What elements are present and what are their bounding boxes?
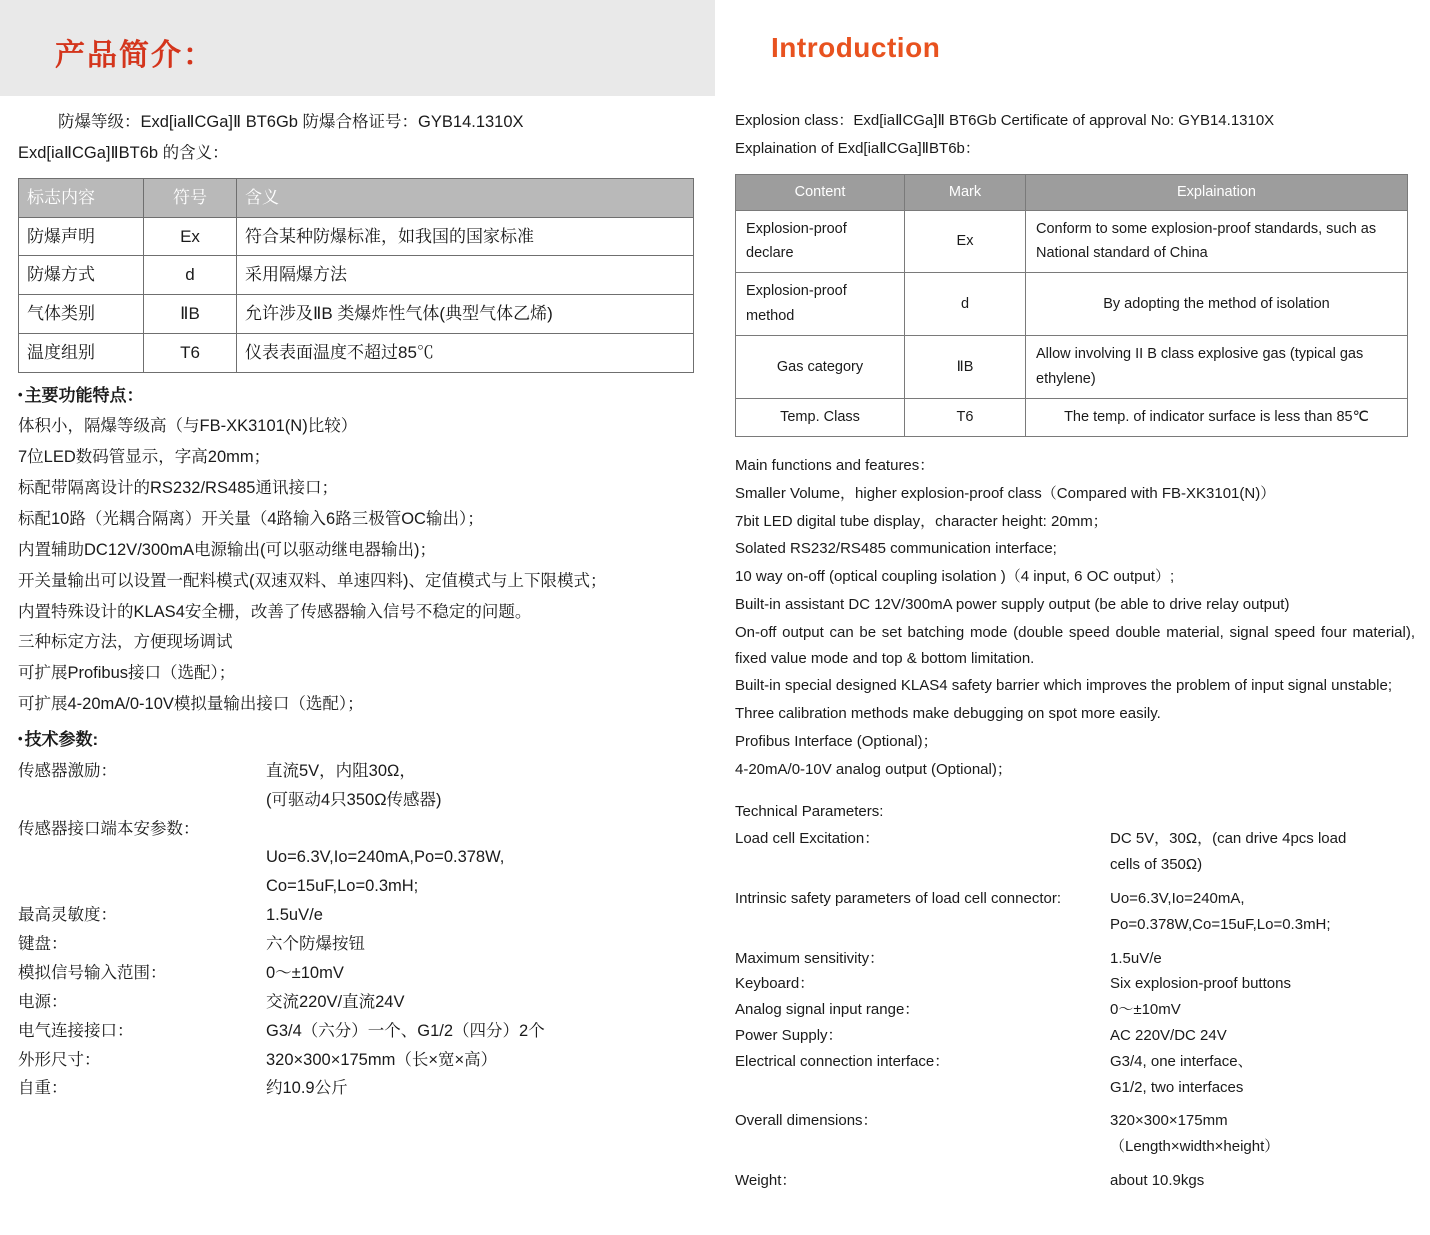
- feature-item: Profibus Interface (Optional)；: [735, 733, 938, 751]
- spec-value: 0～±10mV: [1110, 1001, 1181, 1019]
- spec-label: 自重：: [18, 1079, 68, 1098]
- feature-item: 体积小，隔爆等级高（与FB-XK3101(N)比较）: [18, 417, 358, 436]
- spec-spacer: [735, 1160, 1415, 1168]
- tech-heading-english: Technical Parameters:: [735, 802, 884, 820]
- spec-value: AC 220V/DC 24V: [1110, 1027, 1227, 1045]
- table-row: [736, 210, 1408, 273]
- cell-explanation: 仪表表面温度不超过85℃: [237, 333, 694, 372]
- right-column: [735, 108, 1415, 1194]
- spec-value-continued: （Length×width×height）: [1110, 1138, 1280, 1156]
- cell-content: Explosion-proof declare: [736, 210, 905, 273]
- spec-value-continued: Po=0.378W,Co=15uF,Lo=0.3mH;: [1110, 915, 1331, 933]
- bullet-dot-icon: •: [18, 731, 23, 746]
- cell-content: 防爆声明: [19, 217, 144, 256]
- bullet-dot-icon: •: [18, 386, 23, 402]
- spec-value: 六个防爆按钮: [266, 935, 365, 953]
- table-header-row: [736, 174, 1408, 210]
- spec-value: G3/4, one interface、: [1110, 1052, 1253, 1070]
- spec-value: DC 5V，30Ω，(can drive 4pcs load: [1110, 830, 1347, 848]
- page-title-english: Introduction: [771, 32, 941, 63]
- spec-value: 交流220V/直流24V: [266, 992, 405, 1011]
- spec-value-continued: Co=15uF,Lo=0.3mH;: [266, 877, 419, 896]
- cell-mark: Ex: [144, 217, 237, 256]
- cell-mark: ⅡB: [144, 295, 237, 334]
- spec-label: Analog signal input range：: [735, 1001, 920, 1019]
- spec-row: [18, 959, 694, 988]
- spec-label: 最高灵敏度：: [18, 906, 117, 925]
- spec-row: [18, 901, 694, 930]
- feature-item: Smaller Volume，higher explosion-proof class（Compared with FB-XK3101(N)）: [735, 484, 1276, 502]
- spec-spacer: [735, 878, 1415, 886]
- spec-label: Keyboard：: [735, 975, 815, 993]
- features-heading-english: Main functions and features：: [735, 457, 935, 475]
- cell-content: Gas category: [736, 336, 905, 399]
- cell-content: Explosion-proof method: [736, 273, 905, 336]
- cell-explanation: 符合某种防爆标准，如我国的国家标准: [237, 217, 694, 256]
- spec-label: Maximum sensitivity：: [735, 949, 885, 967]
- left-intro-line-2: Exd[iaⅡCGa]ⅡBT6b 的含义：: [18, 143, 229, 162]
- spec-row: [735, 971, 1415, 997]
- spec-value-continued: (可驱动4只350Ω传感器): [266, 790, 442, 809]
- cell-explanation: Conform to some explosion-proof standards, such as National standard of China: [1026, 210, 1408, 273]
- spec-label: 键盘：: [18, 935, 68, 953]
- spec-label: Weight：: [735, 1172, 797, 1190]
- feature-item: 7bit LED digital tube display，character height: 20mm；: [735, 512, 1108, 530]
- cell-content: 温度组别: [19, 333, 144, 372]
- spec-row: [18, 1017, 694, 1046]
- spec-row: [735, 997, 1415, 1023]
- spec-label: Power Supply：: [735, 1027, 843, 1045]
- spec-value-continued: Uo=6.3V,Io=240mA,Po=0.378W,: [266, 848, 505, 867]
- spec-row: [18, 1074, 694, 1103]
- spec-value: 1.5uV/e: [1110, 949, 1162, 967]
- feature-item: On-off output can be set batching mode (double speed double material, signal speed four material), fixed value mode and top & bottom limitation.: [735, 623, 1415, 667]
- feature-item: 内置特殊设计的KLAS4安全栅，改善了传感器输入信号不稳定的问题。: [18, 602, 532, 621]
- spec-label: Load cell Excitation：: [735, 830, 880, 848]
- spec-value: 1.5uV/e: [266, 906, 323, 925]
- spec-value: 320×300×175mm（长×宽×高）: [266, 1050, 498, 1069]
- tech-heading-chinese: [18, 725, 694, 755]
- spec-row: [735, 826, 1415, 852]
- spec-label: 外形尺寸：: [18, 1050, 101, 1069]
- feature-item: 三种标定方法，方便现场调试: [18, 633, 233, 652]
- features-heading-chinese: [18, 381, 694, 411]
- column-header-explanation: 含义: [237, 178, 694, 217]
- spec-value: 约10.9公斤: [266, 1079, 348, 1098]
- spec-value: 直流5V，内阻30Ω，: [266, 761, 416, 780]
- feature-item: 可扩展Profibus接口（选配）；: [18, 664, 236, 683]
- table-header-row: [19, 178, 694, 217]
- cell-mark: d: [144, 256, 237, 295]
- spec-row: [735, 1049, 1415, 1075]
- spec-value: 0～±10mV: [266, 963, 344, 982]
- spec-label: Intrinsic safety parameters of load cell connector:: [735, 890, 1061, 908]
- feature-item: 4-20mA/0-10V analog output (Optional)；: [735, 760, 1012, 778]
- cell-explanation: 采用隔爆方法: [237, 256, 694, 295]
- feature-item: 标配带隔离设计的RS232/RS485通讯接口；: [18, 479, 338, 497]
- feature-item: Solated RS232/RS485 communication interface;: [735, 540, 1057, 558]
- page-title-chinese: 产品简介：: [55, 39, 215, 72]
- table-row: [736, 273, 1408, 336]
- spec-row: [18, 815, 694, 844]
- cell-mark: d: [905, 273, 1026, 336]
- spec-value: Six explosion-proof buttons: [1110, 975, 1291, 993]
- column-header-mark: 符号: [144, 178, 237, 217]
- feature-item: 标配10路（光耦合隔离）开关量（4路输入6路三极管OC输出）；: [18, 509, 484, 528]
- spec-row: [18, 988, 694, 1017]
- left-column: [18, 108, 694, 1103]
- table-row: [19, 295, 694, 334]
- cell-content: 防爆方式: [19, 256, 144, 295]
- column-header-content: 标志内容: [19, 178, 144, 217]
- features-heading-label: 主要功能特点：: [24, 385, 144, 405]
- cell-mark: T6: [905, 399, 1026, 437]
- spec-label: 模拟信号输入范围：: [18, 963, 167, 982]
- feature-item: 10 way on-off (optical coupling isolation )（4 input, 6 OC output）;: [735, 568, 1175, 586]
- feature-item: Built-in assistant DC 12V/300mA power supply output (be able to drive relay output): [735, 596, 1290, 614]
- cell-content: 气体类别: [19, 295, 144, 334]
- column-header-content: Content: [736, 174, 905, 210]
- spec-value-continued: G1/2, two interfaces: [1110, 1078, 1244, 1096]
- column-header-mark: Mark: [905, 174, 1026, 210]
- spec-label: 传感器接口端本安参数：: [18, 819, 200, 838]
- table-row: [19, 333, 694, 372]
- section-spacer: [735, 785, 1415, 799]
- table-row: [19, 256, 694, 295]
- spec-row: [18, 930, 694, 959]
- spec-row: [18, 1046, 694, 1075]
- feature-item: Three calibration methods make debugging on spot more easily.: [735, 705, 1161, 723]
- cell-explanation: The temp. of indicator surface is less than 85℃: [1026, 399, 1408, 437]
- spec-row: [735, 1108, 1415, 1134]
- cell-explanation: 允许涉及ⅡB 类爆炸性气体(典型气体乙烯): [237, 295, 694, 334]
- spec-label: 电源：: [18, 992, 68, 1011]
- table-row: [19, 217, 694, 256]
- spec-spacer: [735, 1100, 1415, 1108]
- right-intro-line-2: Explaination of Exd[iaⅡCGa]ⅡBT6b：: [735, 139, 980, 157]
- spec-label: Overall dimensions：: [735, 1112, 878, 1130]
- spec-value: about 10.9kgs: [1110, 1172, 1205, 1190]
- spec-label: 电气连接接口：: [18, 1021, 134, 1040]
- spec-row: [735, 1023, 1415, 1049]
- feature-item: Built-in special designed KLAS4 safety barrier which improves the problem of input signal unstable;: [735, 677, 1393, 695]
- spec-value-continued: cells of 350Ω): [1110, 856, 1203, 874]
- table-row: [736, 399, 1408, 437]
- spec-row: [735, 886, 1415, 912]
- right-intro-line-1: Explosion class：Exd[iaⅡCGa]Ⅱ BT6Gb Certificate of approval No: GYB14.1310X: [735, 112, 1275, 129]
- tech-heading-label: 技术参数:: [24, 730, 99, 749]
- spec-label: Electrical connection interface：: [735, 1052, 950, 1070]
- cell-mark: T6: [144, 333, 237, 372]
- cell-content: Temp. Class: [736, 399, 905, 437]
- spec-row: [735, 1168, 1415, 1194]
- spec-spacer: [735, 938, 1415, 946]
- table-row: [736, 336, 1408, 399]
- spec-row: [18, 757, 694, 786]
- cell-mark: ⅡB: [905, 336, 1026, 399]
- cell-explanation: Allow involving II B class explosive gas (typical gas ethylene): [1026, 336, 1408, 399]
- column-header-explanation: Explaination: [1026, 174, 1408, 210]
- left-intro-line-1: 防爆等级：Exd[iaⅡCGa]Ⅱ BT6Gb 防爆合格证号：GYB14.1310X: [58, 113, 524, 131]
- spec-value: Uo=6.3V,Io=240mA,: [1110, 890, 1245, 908]
- feature-item: 7位LED数码管显示，字高20mm；: [18, 448, 271, 467]
- feature-item: 可扩展4-20mA/0-10V模拟量输出接口（选配）；: [18, 695, 364, 714]
- spec-value: 320×300×175mm: [1110, 1112, 1228, 1130]
- spec-label: 传感器激励：: [18, 761, 117, 780]
- cell-mark: Ex: [905, 210, 1026, 273]
- explosion-class-table-chinese: [18, 178, 694, 373]
- spec-value: G3/4（六分）一个、G1/2（四分）2个: [266, 1021, 545, 1040]
- spec-row: [735, 946, 1415, 972]
- feature-item: 开关量输出可以设置一配料模式(双速双料、单速四料)、定值模式与上下限模式；: [18, 571, 607, 590]
- explosion-class-table-english: [735, 174, 1408, 438]
- cell-explanation: By adopting the method of isolation: [1026, 273, 1408, 336]
- feature-item: 内置辅助DC12V/300mA电源输出(可以驱动继电器输出)；: [18, 540, 437, 559]
